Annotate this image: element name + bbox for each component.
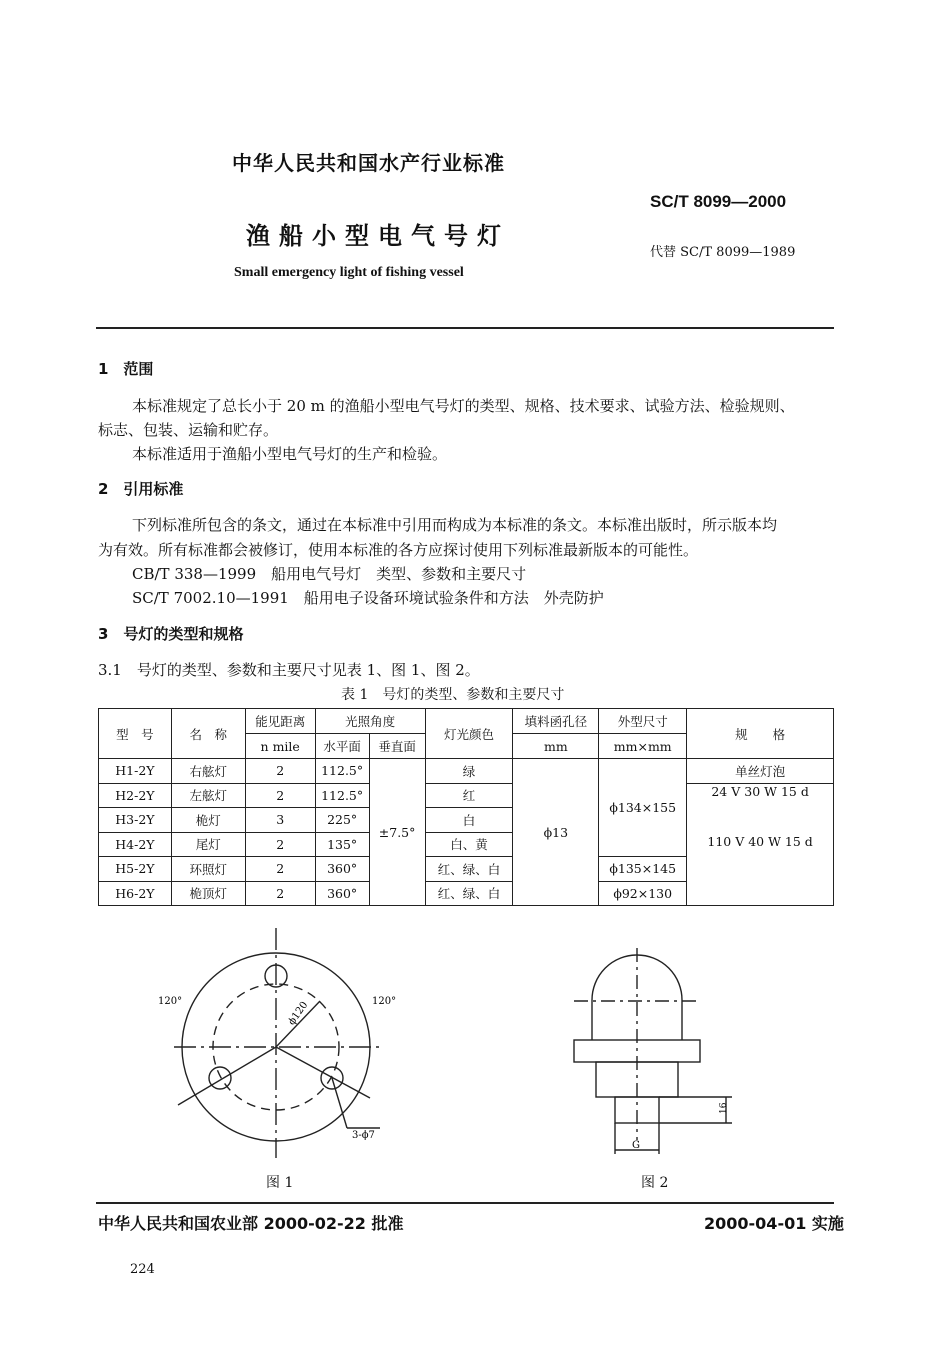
cell-range: 2 xyxy=(245,857,315,882)
reference-1: CB/T 338—1999 船用电气号灯 类型、参数和主要尺寸 xyxy=(132,565,527,583)
header-vertical: 垂直面 xyxy=(369,734,425,759)
header-dim: 外型尺寸 xyxy=(599,709,687,734)
section-3-1: 3.1 号灯的类型、参数和主要尺寸见表 1、图 1、图 2。 xyxy=(98,661,480,679)
cell-name: 桅顶灯 xyxy=(171,881,245,906)
header-dim-unit: mm×mm xyxy=(599,734,687,759)
cell-color: 绿 xyxy=(425,759,513,784)
cell-range: 2 xyxy=(245,759,315,784)
cell-fill-merged: ϕ13 xyxy=(513,759,599,906)
cell-model: H1-2Y xyxy=(99,759,172,784)
header-range: 能见距离 xyxy=(245,709,315,734)
fig2-dim-label: 16 xyxy=(719,1102,729,1114)
fig1-angle-left: 120° xyxy=(158,996,183,1007)
header-fill-unit: mm xyxy=(513,734,599,759)
cell-range: 3 xyxy=(245,808,315,833)
cell-range: 2 xyxy=(245,881,315,906)
document-title-cn: 渔船小型电气号灯 xyxy=(246,222,510,250)
fig1-hole-left xyxy=(209,1067,231,1089)
approval-line: 中华人民共和国农业部 2000-02-22 批准 xyxy=(98,1214,404,1233)
cell-name: 尾灯 xyxy=(171,832,245,857)
cell-name: 环照灯 xyxy=(171,857,245,882)
implementation-date: 2000-04-01 实施 xyxy=(704,1214,844,1233)
header-model: 型 号 xyxy=(99,709,172,759)
cell-model: H2-2Y xyxy=(99,783,172,808)
document-title-en: Small emergency light of fishing vessel xyxy=(234,265,464,280)
header-spec: 规 格 xyxy=(687,709,834,759)
fig1-diameter-label: ϕ120 xyxy=(286,999,311,1028)
fig1-leader-right xyxy=(276,1047,370,1098)
cell-spec-2: 24 V 30 W 15 d xyxy=(687,783,834,832)
section-2-para-line-2: 为有效。所有标准都会被修订，使用本标准的各方应探讨使用下列标准最新版本的可能性。 xyxy=(98,541,699,559)
figure-1-caption: 图 1 xyxy=(266,1175,294,1191)
table-row xyxy=(99,832,834,857)
replaces-standard: 代替 SC/T 8099—1989 xyxy=(650,245,796,260)
figure-2-caption: 图 2 xyxy=(641,1175,669,1191)
cell-vertical-merged: ±7.5° xyxy=(369,759,425,906)
section-2-para-line-1: 下列标准所包含的条文，通过在本标准中引用而构成为本标准的条文。本标准出版时，所示版本均 xyxy=(132,516,778,534)
cell-model: H5-2Y xyxy=(99,857,172,882)
cell-horizontal: 135° xyxy=(315,832,369,857)
header-rule xyxy=(96,327,834,329)
cell-color: 红、绿、白 xyxy=(425,857,513,882)
header-color: 灯光颜色 xyxy=(425,709,513,759)
cell-dim-a: ϕ134×155 xyxy=(599,759,687,857)
cell-horizontal: 360° xyxy=(315,881,369,906)
fig1-leader-left xyxy=(178,1047,276,1105)
cell-model: H4-2Y xyxy=(99,832,172,857)
cell-horizontal: 112.5° xyxy=(315,783,369,808)
cell-name: 桅灯 xyxy=(171,808,245,833)
figure-1-drawing xyxy=(140,920,420,1170)
table-1-caption: 表 1 号灯的类型、参数和主要尺寸 xyxy=(341,687,565,703)
table-row xyxy=(99,759,834,784)
cell-dim-b: ϕ135×145 xyxy=(599,857,687,882)
fig2-thread-label: G xyxy=(632,1140,640,1151)
cell-color: 红 xyxy=(425,783,513,808)
cell-spec-1: 单丝灯泡 xyxy=(687,759,834,784)
footer-rule xyxy=(96,1202,834,1204)
cell-color: 红、绿、白 xyxy=(425,881,513,906)
section-1-heading: 1 范围 xyxy=(98,360,154,378)
issuing-organization: 中华人民共和国水产行业标准 xyxy=(232,151,505,175)
cell-range: 2 xyxy=(245,783,315,808)
cell-color: 白、黄 xyxy=(425,832,513,857)
page-number: 224 xyxy=(130,1262,155,1277)
standard-code: SC/T 8099—2000 xyxy=(650,192,787,211)
header-horizontal: 水平面 xyxy=(315,734,369,759)
cell-spec-3: 110 V 40 W 15 d xyxy=(687,832,834,906)
table-row xyxy=(99,783,834,808)
section-3-heading: 3 号灯的类型和规格 xyxy=(98,625,244,643)
cell-name: 左舷灯 xyxy=(171,783,245,808)
section-2-heading: 2 引用标准 xyxy=(98,480,184,498)
cell-model: H3-2Y xyxy=(99,808,172,833)
cell-color: 白 xyxy=(425,808,513,833)
cell-dim-c: ϕ92×130 xyxy=(599,881,687,906)
cell-horizontal: 225° xyxy=(315,808,369,833)
section-1-para-1-line-1: 本标准规定了总长小于 20 m 的渔船小型电气号灯的类型、规格、技术要求、试验方法、检验规则、 xyxy=(132,397,795,415)
header-angle: 光照角度 xyxy=(315,709,425,734)
cell-horizontal: 112.5° xyxy=(315,759,369,784)
reference-2: SC/T 7002.10—1991 船用电子设备环境试验条件和方法 外壳防护 xyxy=(132,589,604,607)
section-1-para-2: 本标准适用于渔船小型电气号灯的生产和检验。 xyxy=(132,445,448,463)
cell-horizontal: 360° xyxy=(315,857,369,882)
section-1-para-1-line-2: 标志、包装、运输和贮存。 xyxy=(98,421,279,439)
header-range-unit: n mile xyxy=(245,734,315,759)
table-1 xyxy=(98,708,834,906)
header-name: 名 称 xyxy=(171,709,245,759)
cell-name: 右舷灯 xyxy=(171,759,245,784)
header-fill: 填料函孔径 xyxy=(513,709,599,734)
figure-2-drawing xyxy=(560,940,760,1160)
fig1-holes-label: 3-ϕ7 xyxy=(352,1130,375,1141)
cell-range: 2 xyxy=(245,832,315,857)
fig1-angle-right: 120° xyxy=(372,996,397,1007)
cell-model: H6-2Y xyxy=(99,881,172,906)
